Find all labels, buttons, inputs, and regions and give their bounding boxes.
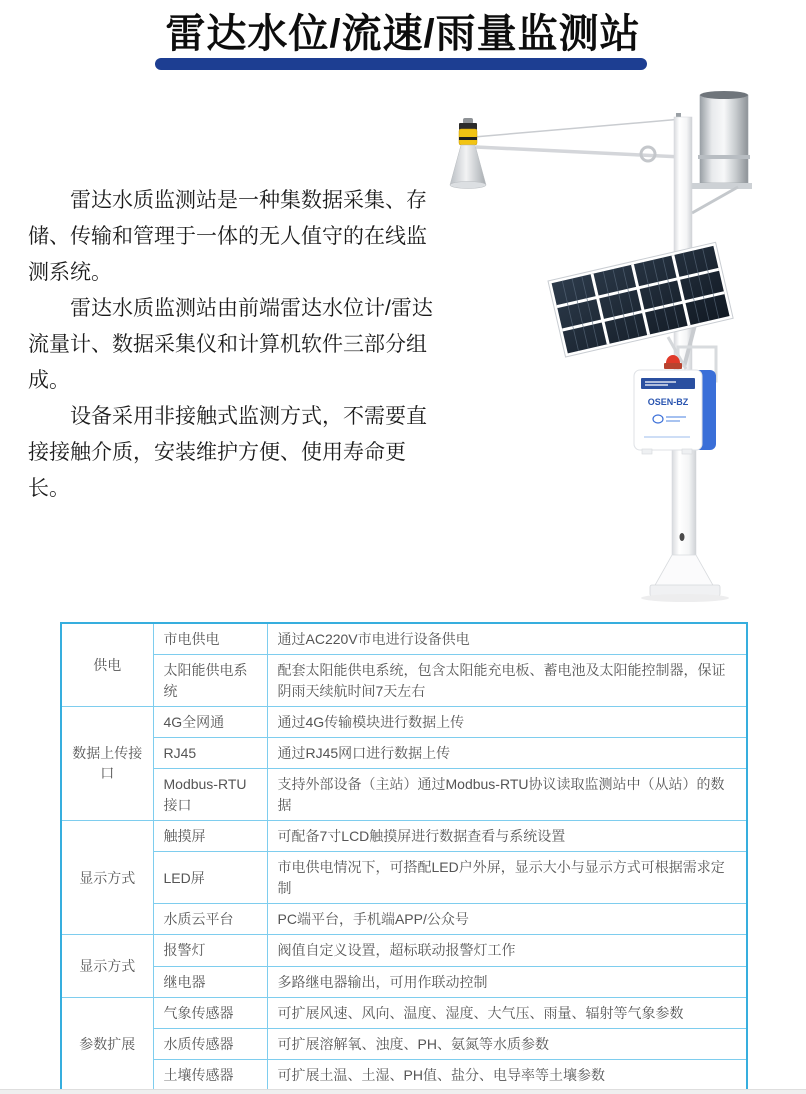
desc-cell: 通过AC220V市电进行设备供电 <box>267 623 747 655</box>
category-cell: 数据上传接口 <box>61 706 153 820</box>
category-cell: 参数扩展 <box>61 997 153 1091</box>
item-cell: 水质云平台 <box>153 903 267 934</box>
item-cell: 水质传感器 <box>153 1029 267 1060</box>
boom-arm <box>474 119 682 161</box>
table-row <box>61 966 747 997</box>
table-row <box>61 738 747 769</box>
item-cell: LED屏 <box>153 852 267 904</box>
box-label-header <box>641 378 695 389</box>
item-cell: 4G全网通 <box>153 706 267 737</box>
monitoring-station-svg <box>430 85 806 605</box>
desc-cell: 通过RJ45网口进行数据上传 <box>267 738 747 769</box>
control-box <box>634 370 716 454</box>
table-row <box>61 852 747 904</box>
intro-text <box>28 183 434 507</box>
table-row <box>61 935 747 966</box>
table-row <box>61 623 747 655</box>
desc-cell: 支持外部设备（主站）通过Modbus-RTU协议读取监测站中（从站）的数据 <box>267 769 747 821</box>
pole-cable-hole <box>680 533 685 541</box>
category-cell: 显示方式 <box>61 935 153 998</box>
page-title: 雷达水位/流速/雨量监测站 <box>165 12 641 56</box>
item-cell: 市电供电 <box>153 623 267 655</box>
desc-cell: 通过4G传输模块进行数据上传 <box>267 706 747 737</box>
rain-gauge <box>686 91 752 213</box>
table-row <box>61 821 747 852</box>
item-cell: 报警灯 <box>153 935 267 966</box>
solar-panel <box>548 242 733 381</box>
monitoring-station-image <box>430 85 806 605</box>
table-row <box>61 1060 747 1092</box>
item-cell: 气象传感器 <box>153 997 267 1028</box>
item-cell: Modbus-RTU接口 <box>153 769 267 821</box>
item-cell: 继电器 <box>153 966 267 997</box>
table-row <box>61 655 747 707</box>
spec-table <box>60 622 748 1093</box>
desc-cell: 多路继电器输出，可用作联动控制 <box>267 966 747 997</box>
desc-cell: 阀值自定义设置，超标联动报警灯工作 <box>267 935 747 966</box>
table-row <box>61 769 747 821</box>
desc-cell: 可扩展溶解氧、浊度、PH、氨氮等水质参数 <box>267 1029 747 1060</box>
table-row <box>61 1029 747 1060</box>
table-row <box>61 997 747 1028</box>
table-row <box>61 706 747 737</box>
intro-paragraph: 雷达水质监测站由前端雷达水位计/雷达流量计、数据采集仪和计算机软件三部分组成。 <box>28 297 433 392</box>
category-cell: 显示方式 <box>61 821 153 935</box>
item-cell: 触摸屏 <box>153 821 267 852</box>
title-underline-bar <box>155 58 647 70</box>
item-cell: 太阳能供电系统 <box>153 655 267 707</box>
desc-cell: 配套太阳能供电系统，包含太阳能充电板、蓄电池及太阳能控制器，保证阴雨天续航时间7天左右 <box>267 655 747 707</box>
desc-cell: PC端平台，手机端APP/公众号 <box>267 903 747 934</box>
page-bottom-edge <box>0 1089 806 1094</box>
radar-level-sensor <box>450 118 486 189</box>
item-cell: 土壤传感器 <box>153 1060 267 1092</box>
intro-paragraph: 设备采用非接触式监测方式，不需要直接接触介质，安装维护方便、使用寿命更长。 <box>28 405 427 500</box>
category-cell: 供电 <box>61 623 153 706</box>
desc-cell: 可配备7寸LCD触摸屏进行数据查看与系统设置 <box>267 821 747 852</box>
desc-cell: 可扩展风速、风向、温度、湿度、大气压、雨量、辐射等气象参数 <box>267 997 747 1028</box>
desc-cell: 市电供电情况下，可搭配LED户外屏，显示大小与显示方式可根据需求定制 <box>267 852 747 904</box>
desc-cell: 可扩展土温、土湿、PH值、盐分、电导率等土壤参数 <box>267 1060 747 1092</box>
item-cell: RJ45 <box>153 738 267 769</box>
intro-paragraph: 雷达水质监测站是一种集数据采集、存储、传输和管理于一体的无人值守的在线监测系统。 <box>28 189 427 284</box>
box-model-label: OSEN-BZ <box>647 397 689 407</box>
table-row <box>61 903 747 934</box>
